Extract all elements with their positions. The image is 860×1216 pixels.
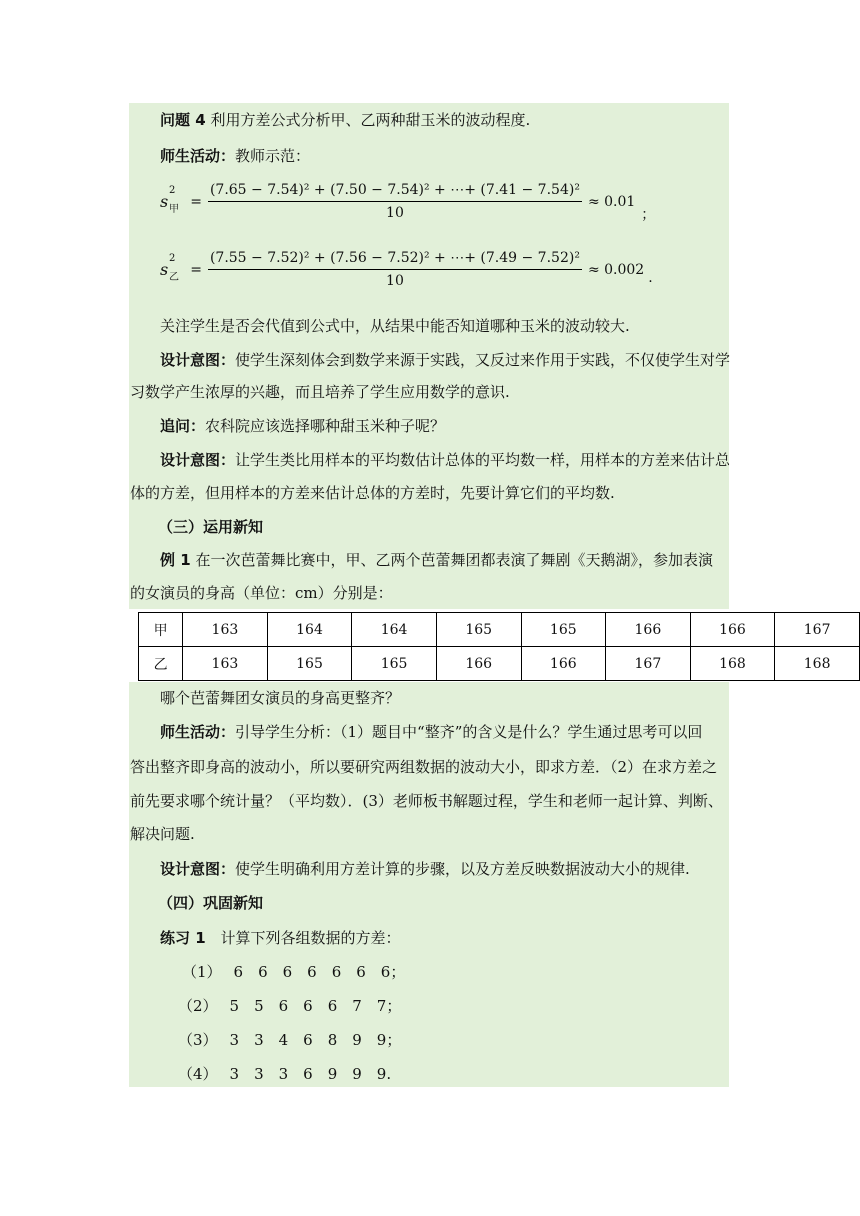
- exercise-item-2: （2） 5 5 6 6 6 7 7；: [178, 997, 402, 1015]
- table-cell: 167: [606, 647, 691, 681]
- design-intent-1-label: 设计意图：: [160, 351, 236, 369]
- activity-2-label: 师生活动：: [160, 723, 236, 741]
- formula-tail-yi: .: [648, 269, 653, 286]
- focus-note: 关注学生是否会代值到公式中，从结果中能否知道哪种玉米的波动较大.: [160, 317, 630, 335]
- denominator-jia: 10: [386, 205, 404, 221]
- follow-up-question: 追问：农科院应该选择哪种甜玉米种子呢？: [160, 417, 446, 435]
- table-row-label: 乙: [139, 647, 183, 681]
- denominator-yi: 10: [386, 273, 404, 289]
- table-cell: 168: [775, 647, 860, 681]
- question-4-text: 利用方差公式分析甲、乙两种甜玉米的波动程度.: [210, 111, 531, 129]
- exercise-item-3: （3） 3 3 4 6 8 9 9；: [178, 1031, 402, 1049]
- approx-result-jia: ≈ 0.01: [587, 193, 636, 210]
- design-intent-2-line1: 设计意图：让学生类比用样本的平均数估计总体的平均数一样，用样本的方差来估计总: [160, 451, 731, 469]
- design-intent-2-line2: 体的方差，但用样本的方差来估计总体的方差时，先要计算它们的平均数.: [130, 484, 615, 502]
- table-row: [139, 647, 860, 681]
- question-4-label: 问题 4: [160, 111, 206, 129]
- variance-symbol-jia: s 2 甲: [160, 185, 179, 215]
- table-cell: 165: [436, 613, 521, 647]
- table-cell: 165: [521, 613, 606, 647]
- table-row: [139, 613, 860, 647]
- example-1-line1: 例 1 在一次芭蕾舞比赛中，甲、乙两个芭蕾舞团都表演了舞剧《天鹅湖》，参加表演: [160, 551, 713, 569]
- table-cell: 166: [436, 647, 521, 681]
- formula-tail-jia: ；: [641, 206, 656, 223]
- example-1-label: 例 1: [160, 551, 191, 569]
- equals-sign: =: [190, 261, 202, 278]
- section-heading-3: （三）运用新知: [158, 518, 264, 536]
- activity-1: [160, 146, 310, 166]
- table-question: 哪个芭蕾舞团女演员的身高更整齐？: [160, 689, 401, 707]
- table-cell: 163: [183, 613, 268, 647]
- highlight-band-bottom: [129, 682, 729, 1087]
- table-cell: 168: [690, 647, 775, 681]
- table-cell: 165: [352, 647, 437, 681]
- table-cell: 165: [267, 647, 352, 681]
- variance-formula-yi: [160, 250, 653, 289]
- exercise-1: 练习 1 计算下列各组数据的方差：: [160, 929, 401, 947]
- design-intent-1-line2: 习数学产生浓厚的兴趣，而且培养了学生应用数学的意识.: [130, 383, 510, 401]
- table-cell: 166: [606, 613, 691, 647]
- section-heading-4: （四）巩固新知: [158, 894, 264, 912]
- variance-formula-jia: [160, 182, 655, 221]
- approx-result-yi: ≈ 0.002: [587, 261, 645, 278]
- activity-2-line2: 答出整齐即身高的波动小，所以要研究两组数据的波动大小，即求方差．（2）在求方差之: [130, 758, 718, 776]
- question-4: [160, 110, 530, 130]
- exercise-1-label: 练习 1: [160, 929, 206, 947]
- example-1-line2: 的女演员的身高（单位：cm）分别是：: [130, 584, 393, 602]
- variance-symbol-yi: s 2 乙: [160, 253, 179, 283]
- table-cell: 166: [521, 647, 606, 681]
- exercise-item-1: （1） 6 6 6 6 6 6 6；: [182, 963, 406, 981]
- design-intent-3-label: 设计意图：: [160, 860, 236, 878]
- fraction-yi: [208, 250, 582, 289]
- fraction-jia: [208, 182, 582, 221]
- height-table: [138, 612, 860, 681]
- design-intent-2-label: 设计意图：: [160, 451, 236, 469]
- activity-2-line3: 前先要求哪个统计量？（平均数）．(3）老师板书解题过程，学生和老师一起计算、判断、: [130, 792, 723, 810]
- equals-sign: =: [190, 193, 202, 210]
- follow-up-label: 追问：: [160, 417, 206, 435]
- table-cell: 164: [267, 613, 352, 647]
- activity-1-label: 师生活动：: [160, 147, 236, 165]
- design-intent-1-line1: 设计意图：使学生深刻体会到数学来源于实践，又反过来作用于实践，不仅使学生对学: [160, 351, 731, 369]
- table-cell: 164: [352, 613, 437, 647]
- table-row-label: 甲: [139, 613, 183, 647]
- activity-2-line4: 解决问题.: [130, 825, 195, 843]
- numerator-yi: (7.55 − 7.52)² + (7.56 − 7.52)² + ⋯+ (7.49 − 7.52)²: [208, 250, 582, 270]
- activity-1-text: 教师示范：: [235, 147, 311, 165]
- activity-2-line1: 师生活动：引导学生分析：（1）题目中“整齐”的含义是什么？学生通过思考可以回: [160, 723, 703, 741]
- table-cell: 166: [690, 613, 775, 647]
- numerator-jia: (7.65 − 7.54)² + (7.50 − 7.54)² + ⋯+ (7.41 − 7.54)²: [208, 182, 582, 202]
- design-intent-3: 设计意图：使学生明确利用方差计算的步骤，以及方差反映数据波动大小的规律.: [160, 860, 690, 878]
- table-cell: 163: [183, 647, 268, 681]
- table-cell: 167: [775, 613, 860, 647]
- exercise-item-4: （4） 3 3 3 6 9 9 9.: [178, 1065, 392, 1083]
